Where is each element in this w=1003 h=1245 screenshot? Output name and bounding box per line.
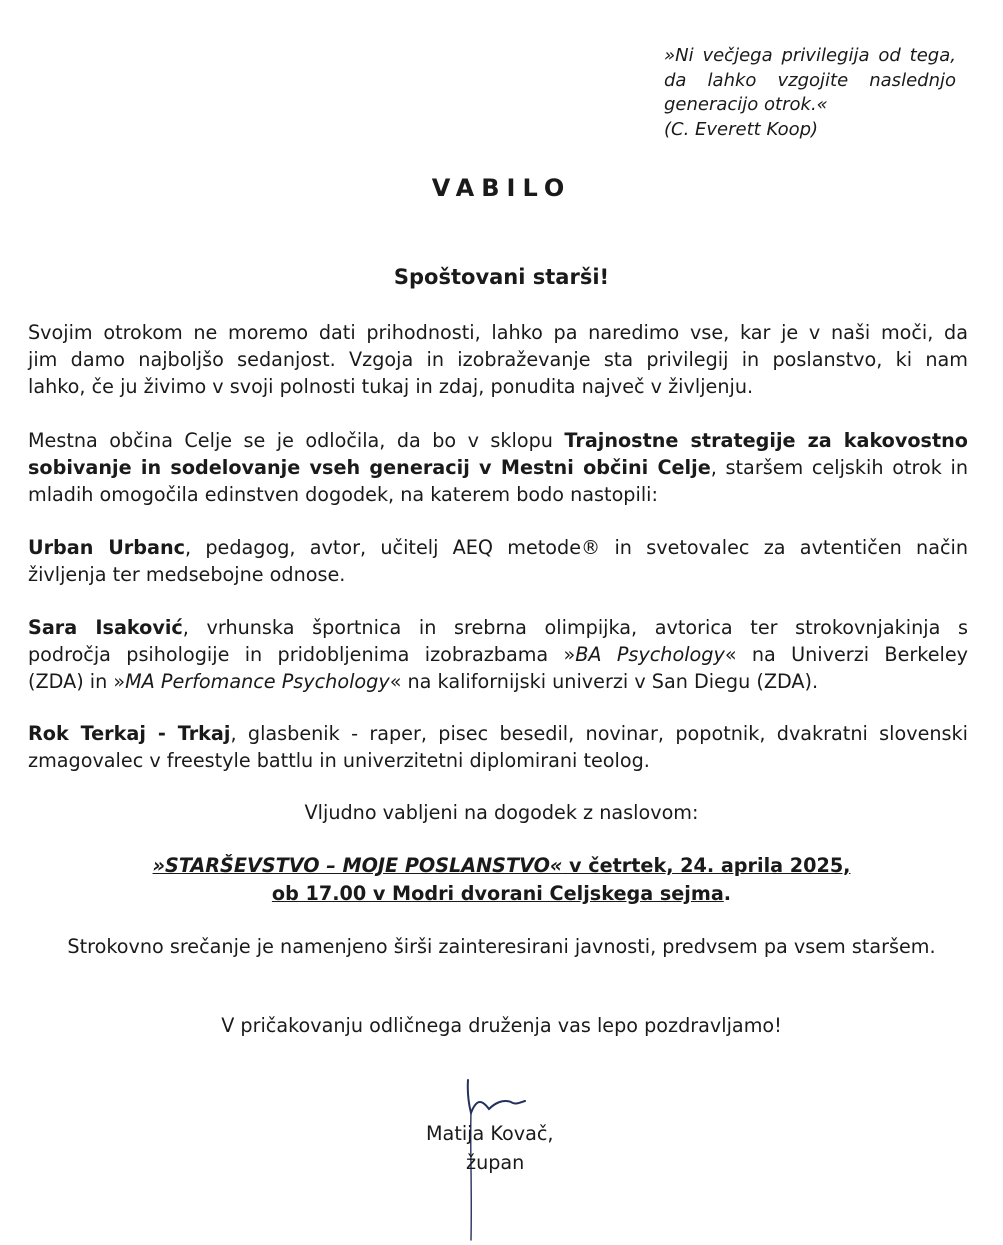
- event-place: ob 17.00 v Modri dvorani Celjskega sejma: [271, 882, 724, 905]
- text-line: Urban Urbanc, pedagog, avtor, učitelj AEQ metode® in svetovalec za avtentičen način: [28, 536, 969, 559]
- epigraph-quote: [664, 44, 956, 142]
- invitation-line: Vljudno vabljeni na dogodek z naslovom:: [304, 801, 699, 824]
- municipality-paragraph: [28, 427, 968, 508]
- quote-line: da lahko vzgojite naslednjo: [664, 69, 956, 91]
- text-line: Mestna občina Celje se je odločila, da bo v sklopu Trajnostne strategije za kakovostno: [28, 429, 968, 452]
- strategy-name: Trajnostne strategije za kakovostno: [564, 429, 968, 452]
- text-line: Rok Terkaj - Trkaj, glasbenik - raper, pisec besedil, novinar, popotnik, dvakratni slovenski: [28, 722, 968, 745]
- speaker-name: Sara Isaković: [28, 616, 183, 639]
- event-title-date: [153, 854, 851, 877]
- speaker-rok-terkaj: [28, 720, 968, 774]
- signature-block: [426, 1119, 553, 1177]
- text-line: Svojim otrokom ne moremo dati prihodnosti, lahko pa naredimo vse, kar je v naši moči, da: [28, 321, 968, 344]
- speaker-sara-isakovic: [28, 614, 968, 695]
- event-date: v četrtek, 24. aprila 2025,: [562, 854, 851, 877]
- event-details: »STARŠEVSTVO – MOJE POSLANSTVO« v četrtek, 24. aprila 2025, ob 17.00 v Modri dvorani Celjskega sejma.: [152, 854, 851, 905]
- text-line: področja psihologije in pridobljenima izobrazbama »BA Psychology« na Univerzi Berkeley: [28, 643, 968, 666]
- text-line: mladih omogočila edinstven dogodek, na katerem bodo nastopili:: [28, 483, 658, 506]
- text-line: sobivanje in sodelovanje vseh generacij v Mestni občini Celje, staršem celjskih otrok in: [28, 456, 968, 479]
- text-line: lahko, če ju živimo v svoji polnosti tukaj in zdaj, ponudita največ v življenju.: [28, 375, 754, 398]
- quote-author: (C. Everett Koop): [664, 118, 819, 140]
- text-line: življenja ter medsebojne odnose.: [28, 563, 346, 586]
- quote-line: generacijo otrok.«: [664, 94, 828, 115]
- text-line: Sara Isaković, vrhunska športnica in srebrna olimpijka, avtorica ter strokovnjakinja s: [28, 616, 968, 639]
- strategy-name-cont: sobivanje in sodelovanje vseh generacij v Mestni občini Celje: [28, 456, 711, 479]
- intro-paragraph: [28, 319, 968, 400]
- speaker-name: Urban Urbanc: [28, 536, 185, 559]
- speaker-name: Rok Terkaj - Trkaj: [28, 722, 231, 745]
- event-title: »STARŠEVSTVO – MOJE POSLANSTVO«: [152, 854, 563, 877]
- quote-line: »Ni večjega privilegija od tega,: [664, 45, 956, 66]
- signer-role: župan: [466, 1151, 525, 1174]
- document-title: VABILO: [431, 174, 572, 202]
- audience-line: Strokovno srečanje je namenjeno širši zainteresirani javnosti, predvsem pa vsem staršem.: [67, 935, 936, 958]
- text-line: (ZDA) in »MA Perfomance Psychology« na kalifornijski univerzi v San Diegu (ZDA).: [28, 670, 819, 693]
- text-line: jim damo najboljšo sedanjost. Vzgoja in izobraževanje sta privilegij in poslanstvo, ki nam: [28, 348, 968, 371]
- text-line: zmagovalec v freestyle battlu in univerzitetni diplomirani teolog.: [28, 749, 650, 772]
- closing-line: V pričakovanju odličnega druženja vas lepo pozdravljamo!: [221, 1014, 782, 1037]
- signer-name: Matija Kovač,: [426, 1122, 554, 1145]
- speaker-urban-urbanc: [28, 534, 968, 588]
- salutation: Spoštovani starši!: [393, 265, 610, 289]
